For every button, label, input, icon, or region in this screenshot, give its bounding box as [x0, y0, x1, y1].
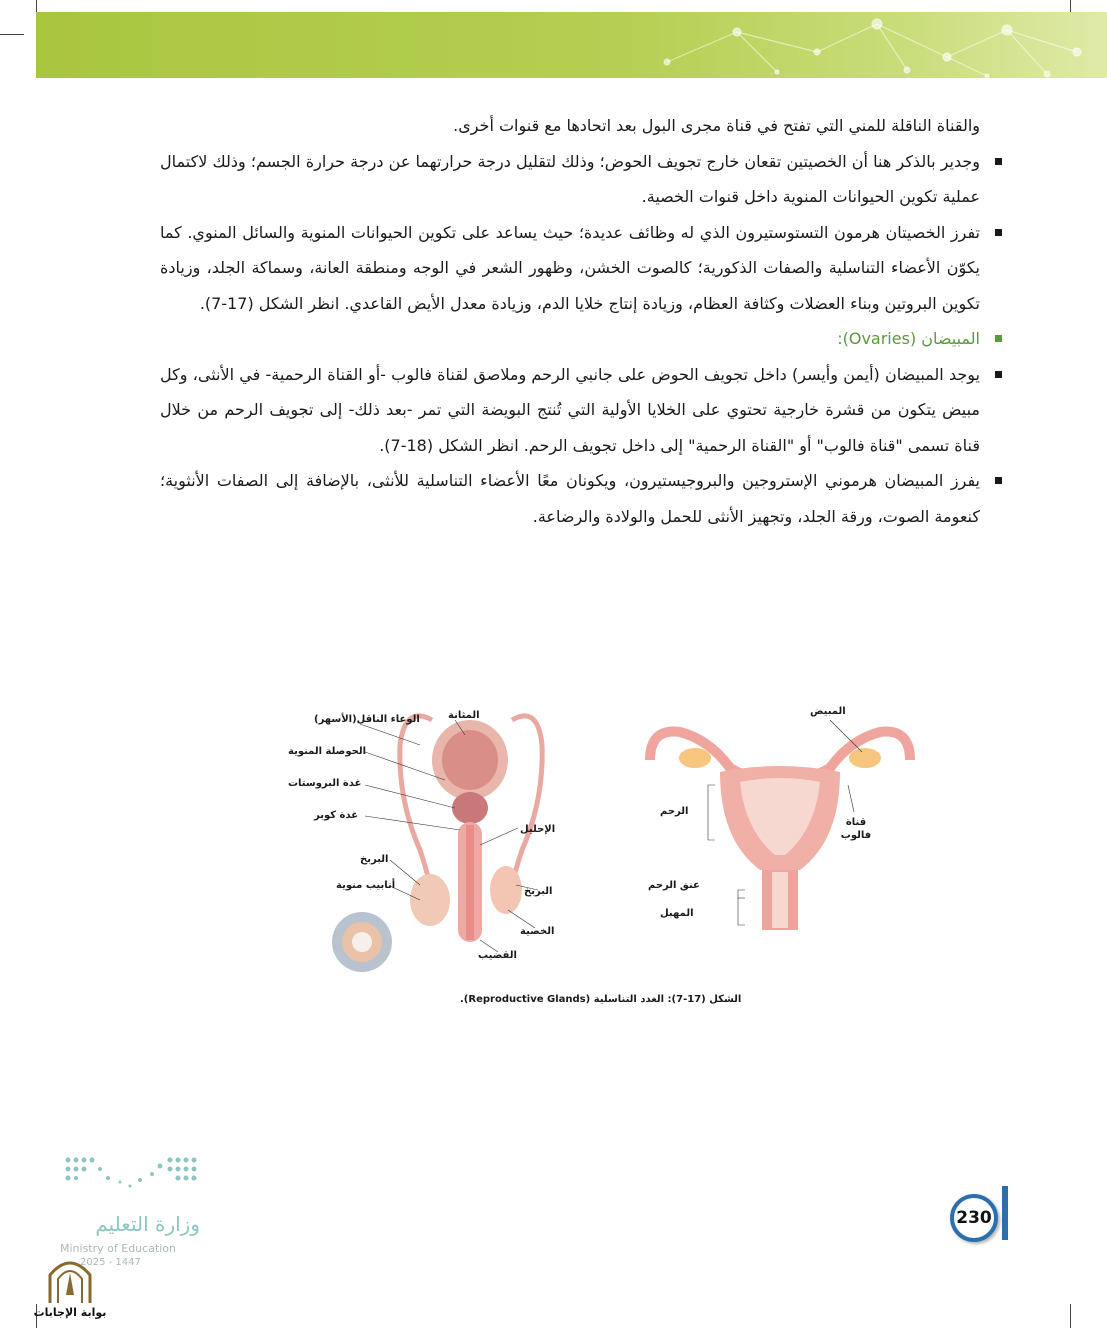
label-ovary: المبيض — [810, 706, 846, 717]
bullet-text: يوجد المبيضان (أيمن وأيسر) داخل تجويف الحوض على جانبي الرحم وملاصق لقناة فالوب -أو القناة الرحمية- في الأنثى، وكل مبيض يتكون من قشرة خارجية تحتوي على الخلايا الأولية التي تُنتج البويضة التي تمر -بعد ذلك- إلى تجويف الرحم من خلال قناة تسمى "قناة فالوب" أو "القناة الرحمية" إلى داخل تجويف الرحم. انظر الشكل (18-7). — [160, 364, 980, 455]
label-bladder: المثانة — [448, 710, 480, 721]
gate-icon — [30, 1255, 110, 1305]
anatomy-illustration — [280, 690, 920, 990]
label-testis: الخصية — [520, 926, 555, 937]
label-epididymis-right: البربخ — [524, 886, 553, 897]
paragraph: والقناة الناقلة للمني التي تفتح في قناة مجرى البول بعد اتحادها مع قنوات أخرى. — [453, 116, 980, 135]
section-heading — [160, 321, 980, 357]
bullet-paragraph — [160, 357, 980, 464]
bullet-paragraph — [160, 215, 980, 322]
label-fallopian-tube: قناة فالوب — [840, 817, 872, 841]
label-uterus: الرحم — [660, 806, 689, 817]
bullet-icon — [995, 477, 1002, 484]
bullet-icon — [995, 229, 1002, 236]
crop-mark — [1070, 1304, 1071, 1328]
label-seminiferous-tubules: أنابيب منوية — [336, 880, 396, 891]
bullet-icon — [995, 335, 1002, 342]
bullet-paragraph — [160, 144, 980, 215]
label-seminal-vesicle: الحوصلة المنوية — [288, 746, 367, 757]
bullet-text: يفرز المبيضان هرموني الإستروجين والبروجيستيرون، ويكونان معًا الأعضاء التناسلية للأنثى، بالإضافة إلى الصفات الأنثوية؛ كنعومة الصوت، ورقة الجلد، وتجهيز الأنثى للحمل والولادة والرضاعة. — [160, 471, 980, 526]
label-penis: القضيب — [478, 950, 517, 961]
ministry-name-english: Ministry of Education — [60, 1242, 177, 1255]
label-cowper: غدة كوبر — [314, 810, 359, 821]
section-heading-text: المبيضان (Ovaries): — [837, 329, 980, 348]
figure-caption: الشكل (17-7): الغدد التناسلية (Reproductive Glands). — [460, 994, 742, 1005]
page-number-bar — [1002, 1186, 1008, 1240]
page-number — [946, 1186, 1008, 1240]
label-cervix: عنق الرحم — [648, 880, 700, 891]
ministry-logo — [60, 1152, 200, 1272]
ministry-year: 2025 - 1447 — [80, 1257, 141, 1268]
bullet-text: تفرز الخصيتان هرمون التستوستيرون الذي له وظائف عديدة؛ حيث يساعد على تكوين الحيوانات المنوية والسائل المنوي. كما يكوّن الأعضاء التناسلية والصفات الذكورية؛ كالصوت الخشن، وظهور الشعر في الوجه ومنطقة العانة، وسماكة الجلد، وزيادة تكوين البروتين وبناء العضلات وكثافة العظام، وزيادة إنتاج خلايا الدم، وزيادة معدل الأيض القاعدي. انظر الشكل (17-7). — [160, 222, 980, 313]
page-number-circle: 230 — [950, 1194, 998, 1242]
label-urethra: الإحليل — [520, 824, 556, 835]
label-prostate: غدة البروستات — [288, 778, 362, 789]
body-text — [160, 108, 980, 534]
bullet-icon — [995, 371, 1002, 378]
bullet-icon — [995, 158, 1002, 165]
crop-mark — [0, 34, 24, 35]
reproductive-glands-figure — [280, 690, 920, 990]
bullet-paragraph — [160, 463, 980, 534]
ministry-name-arabic: وزارة التعليم — [95, 1212, 200, 1236]
header-banner — [36, 12, 1107, 78]
label-vas-deferens: الوعاء الناقل(الأسهر) — [314, 714, 420, 725]
label-vagina: المهبل — [660, 908, 694, 919]
label-epididymis-left: البربخ — [360, 854, 389, 865]
site-logo — [30, 1255, 110, 1321]
dots-pattern-icon — [60, 1152, 200, 1202]
bullet-text: وجدير بالذكر هنا أن الخصيتين تقعان خارج تجويف الحوض؛ وذلك لتقليل درجة حرارتهما عن درجة حرارة الجسم؛ وذلك لاكتمال عملية تكوين الحيوانات المنوية داخل قنوات الخصية. — [160, 151, 980, 206]
site-name: بوابة الإجابات — [33, 1306, 107, 1319]
network-pattern — [627, 12, 1107, 78]
